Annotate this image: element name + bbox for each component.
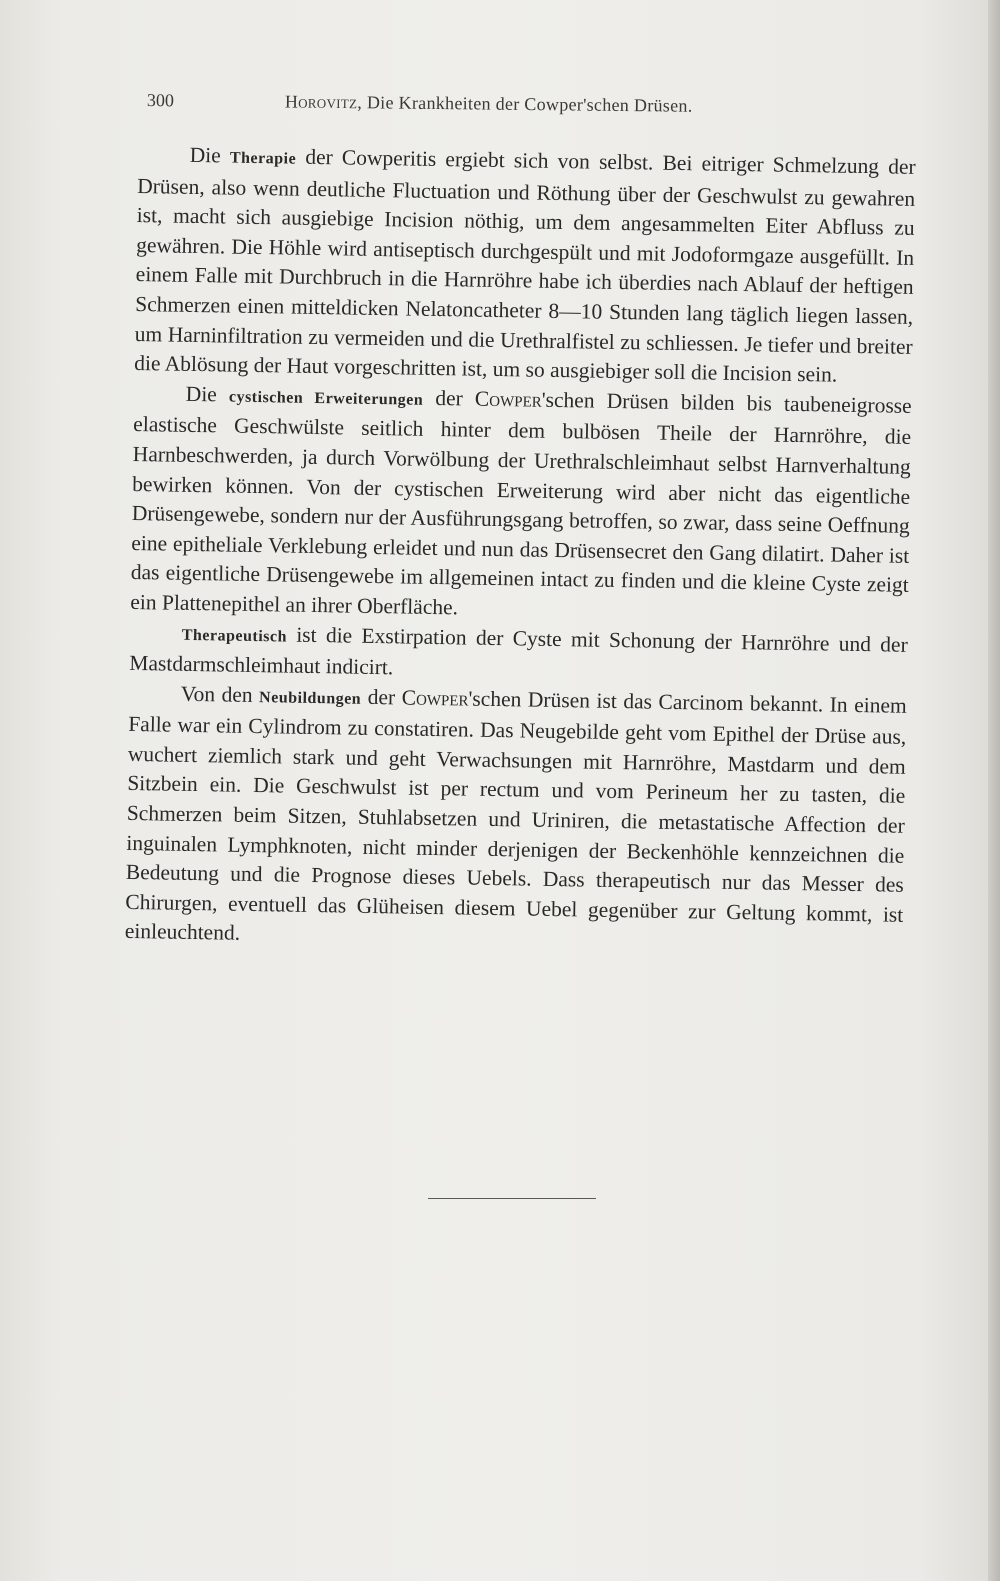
paragraph-text: Von den: [180, 681, 260, 707]
body-text: [125, 140, 916, 960]
paragraph-text: der: [361, 684, 402, 710]
small-caps-name: Cowper: [474, 386, 542, 412]
paragraph-text: ist die Exstirpation der Cyste mit Schonung der Harnröhre und der Mastdarmschleimhaut indicirt.: [129, 622, 908, 680]
emphasized-term: Therapie: [229, 149, 297, 168]
emphasized-term: cystischen Erweiterungen: [228, 388, 424, 409]
section-end-rule: [428, 1198, 596, 1199]
page-number: 300: [146, 90, 174, 111]
paragraph-text: der Cowperitis ergiebt sich von selbst. Bei eitriger Schmelzung der Drüsen, also wenn deutliche Fluctuation und Röthung über der Geschwulst zu gewahren ist, macht sich ausgiebige Incision nöthig, um dem angesammelten Eiter Abfluss zu gewähren. Die Höhle wird antiseptisch durchgespült und mit Jodoformgaze ausgefüllt. In einem Falle mit Durchbruch in die Harnröhre habe ich überdies nach Ablauf der heftigen Schmerzen einen mitteldicken Nelatoncatheter 8—10 Stunden lang täglich liegen lassen, um Harninfiltration zu vermeiden und die Urethralfistel zu schliessen. Je tiefer und breiter die Ablösung der Haut vorgeschritten ist, um so ausgiebiger soll die Incision sein.: [134, 144, 916, 387]
running-title: [285, 91, 693, 116]
paragraph-neubildungen: [125, 679, 907, 960]
paragraph-text: Die: [189, 142, 231, 168]
paragraph-text: 'schen Drüsen ist das Carcinom bekannt. In einem Falle war ein Cylindrom zu constatiren. Das Neugebilde geht vom Epithel der Drüse aus, wuchert ziemlich stark und geht Verwachsungen mit Harnröhre, Mastdarm und dem Sitzbein ein. Die Geschwulst ist per rectum und vom Perineum her zu tasten, die Schmerzen beim Sitzen, Stuhlabsetzen und Uriniren, die metastatische Affection der inguinalen Lymphknoten, nicht minder derjenigen der Beckenhöhle kennzeichnen die Bedeutung und die Prognose dieses Uebels. Dass therapeutisch nur das Messer des Chirurgen, eventuell das Glüheisen diesem Uebel gegenüber zur Geltung kommt, ist einleuchtend.: [124, 686, 907, 946]
paragraph-cystischen-erweiterungen: [130, 379, 912, 631]
small-caps-name: Cowper: [401, 685, 469, 711]
running-title-author: Horovitz: [284, 91, 358, 113]
running-header: [147, 90, 787, 127]
paragraph-therapie: [134, 140, 916, 392]
emphasized-term: Neubildungen: [258, 688, 362, 708]
paragraph-text: 'schen Drüsen bilden bis taubeneigrosse elastische Geschwülste seitlich hinter dem bulbösen Theile der Harnröhre, die Harnbeschwerden, ja durch Vorwölbung der Urethralschleimhaut selbst Harnverhaltung bewirken können. Von der cystischen Erweiterung wird aber nicht das eigentliche Drüsengewebe, sondern nur der Ausführungsgang betroffen, so zwar, dass seine Oeffnung eine epitheliale Verklebung erleidet und nun das Drüsensecret den Gang dilatirt. Daher ist das eigentliche Drüsengewebe im allgemeinen intact zu finden und die kleine Cyste zeigt ein Plattenepithel an ihrer Oberfläche.: [130, 387, 912, 620]
running-title-text: , Die Krankheiten der Cowper'schen Drüsen.: [357, 92, 693, 116]
paragraph-text: der: [423, 385, 476, 411]
emphasized-term: Therapeutisch: [181, 626, 288, 646]
paragraph-text: Die: [185, 381, 230, 407]
page-edge-shadow: [988, 0, 1000, 1581]
